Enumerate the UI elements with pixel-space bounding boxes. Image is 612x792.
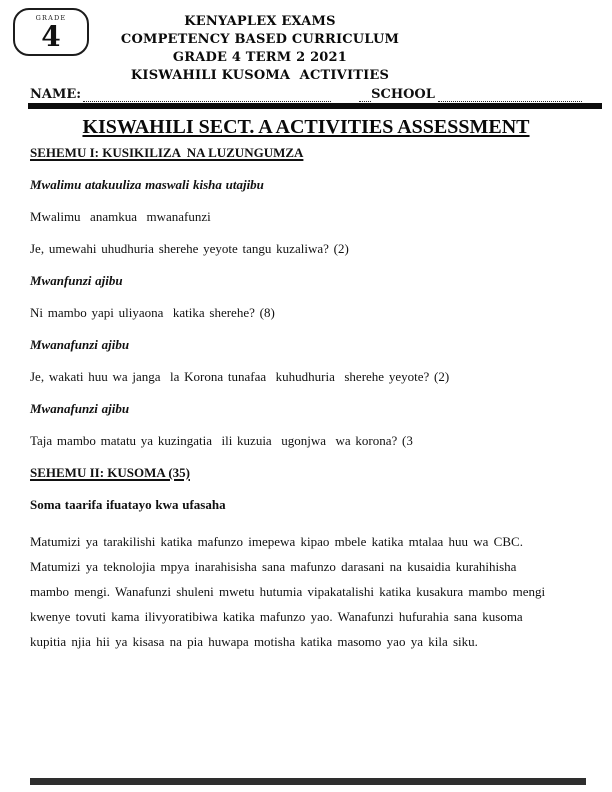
section1-heading: SEHEMU I: KUSIKILIZA NA LUZUNGUMZA <box>30 145 304 160</box>
teacher-instruction-line: Mwalimu atakuuliza maswali kisha utajibu <box>30 177 264 192</box>
grade-badge-label: GRADE <box>35 14 67 22</box>
passage-line: Matumizi ya tarakilishi katika mafunzo imepewa kipao mbele katika mtalaa huu wa CBC. <box>30 534 523 549</box>
question-4: Taja mambo matatu ya kuzingatia ili kuzuia ugonjwa wa korona? (3 <box>30 433 413 448</box>
passage-line: kupitia njia hii ya kisasa na pia huwapa motisha katika masomo yao ya kila siku. <box>30 634 478 649</box>
header-line-subject: KISWAHILI KUSOMA ACTIVITIES <box>130 68 390 83</box>
question-3: Je, wakati huu wa janga la Korona tunafaa kuhudhuria sherehe yeyote? (2) <box>30 369 450 384</box>
pupil-answer-cue-3: Mwanafunzi ajibu <box>30 401 130 416</box>
reading-instruction: Soma taarifa ifuatayo kwa ufasaha <box>30 497 226 512</box>
passage-line: mambo mengi. Wanafunzi shuleni mwetu hutumia vipakatalishi katika kusakura mambo mengi <box>30 584 546 599</box>
header-divider-rule <box>28 103 602 109</box>
section2-heading: SEHEMU II: KUSOMA (35) <box>30 465 190 480</box>
exam-header <box>0 13 520 85</box>
content-area <box>30 145 590 654</box>
question-2: Ni mambo yapi uliyaona katika sherehe? (8) <box>30 305 275 320</box>
pupil-answer-cue-1: Mwanfunzi ajibu <box>30 273 123 288</box>
header-line-curriculum: COMPETENCY BASED CURRICULUM <box>120 32 400 47</box>
question-1: Je, umewahi uhudhuria sherehe yeyote tangu kuzaliwa? (2) <box>30 241 349 256</box>
grade-badge-number: 4 <box>41 20 61 53</box>
pupil-answer-cue-2: Mwanafunzi ajibu <box>30 337 130 352</box>
school-blank-field[interactable] <box>438 87 582 102</box>
name-blank-field[interactable] <box>83 87 331 102</box>
header-line-exam-name: KENYAPLEX EXAMS <box>184 14 336 29</box>
dialogue-line-greeting: Mwalimu anamkua mwanafunzi <box>30 209 211 224</box>
name-label: NAME: <box>30 87 82 102</box>
passage-line: Matumizi ya teknolojia mpya inarahisisha sana mafunzo darasani na kusaidia kurahihisha <box>30 559 517 574</box>
school-leader-dots <box>359 87 371 102</box>
header-line-grade-term: GRADE 4 TERM 2 2021 <box>172 50 348 65</box>
passage-line: kwenye tovuti kama ilivyoratibiwa katika mafunzo yao. Wanafunzi hufurahia sana kusoma <box>30 609 523 624</box>
page-footer-rule <box>30 778 586 785</box>
reading-passage <box>30 529 590 654</box>
assessment-title: KISWAHILI SECT. A ACTIVITIES ASSESSMENT <box>82 116 530 138</box>
name-school-row <box>30 85 600 102</box>
school-label: SCHOOL <box>371 87 435 102</box>
